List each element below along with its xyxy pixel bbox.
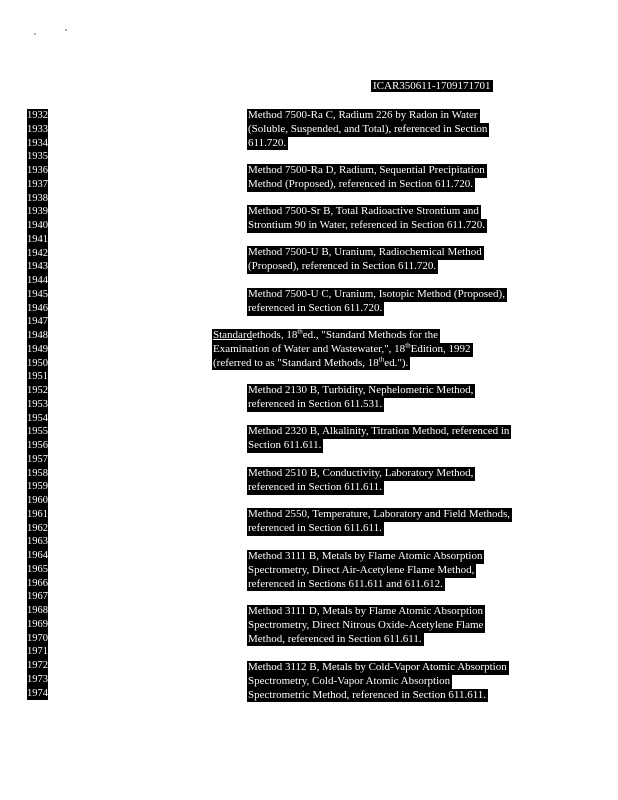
entry-3112-b (247, 661, 509, 702)
entry-7500-ra-d (247, 164, 487, 192)
line-number: 1971 (27, 646, 48, 658)
line-number: 1952 (27, 385, 48, 396)
line-number: 1933 (27, 123, 48, 135)
line-number: 1949 (27, 343, 48, 355)
line-number: 1948 (27, 330, 48, 341)
line-number: 1954 (27, 412, 48, 424)
line-number: 1969 (27, 618, 48, 630)
line-number: 1973 (27, 673, 48, 685)
line-number: 1955 (27, 426, 48, 438)
entry-7500-u-c (247, 288, 507, 316)
entry-line: Method 3112 B, Metals by Cold-Vapor Atomic Absorption (248, 661, 507, 673)
entry-2130-b (247, 384, 475, 412)
entry-line: Method 2550, Temperature, Laboratory and Field Methods, (248, 508, 511, 520)
line-number: 1972 (27, 660, 48, 671)
entry-line: Section 611.611. (248, 438, 322, 451)
line-number: 1953 (27, 398, 48, 410)
entry-7500-ra-c (247, 109, 489, 150)
entry-line: Method 7500-Sr B, Total Radioactive Strontium and (248, 205, 479, 217)
entry-2510-b (247, 467, 475, 495)
entry-line: referenced in Section 611.531. (248, 397, 383, 410)
entry-line: Method 2320 B, Alkalinity, Titration Method, referenced in (248, 425, 510, 437)
entry-line: Method 3111 B, Metals by Flame Atomic Absorption (248, 550, 483, 562)
line-number: 1936 (27, 165, 48, 176)
entry-2550 (247, 508, 512, 536)
line-number: 1934 (27, 137, 48, 149)
scan-speck-1 (34, 33, 36, 35)
line-number: 1960 (27, 495, 48, 506)
line-number: 1932 (27, 110, 48, 121)
entry-line: referenced in Section 611.720. (248, 301, 383, 314)
line-number: 1968 (27, 605, 48, 616)
scan-speck-2 (65, 29, 67, 31)
line-number: 1938 (27, 192, 48, 204)
entry-line: (Proposed), referenced in Section 611.720. (248, 259, 437, 272)
entry-line: referenced in Section 611.611. (248, 521, 382, 534)
entry-standard-methods: Standardethods, 18thed., "Standard Methods for the Examination of Water and Wastewater,", 18thEdition, 1992 (referred to as "Standard Methods, 18thed."). (213, 327, 471, 369)
line-number: 1967 (27, 591, 48, 603)
entry-line: referenced in Sections 611.611 and 611.612. (248, 577, 443, 590)
entry-2320-b (247, 425, 511, 453)
entry-line: (Soluble, Suspended, and Total), referenced in Section (248, 122, 488, 135)
line-number: 1940 (27, 220, 48, 231)
line-number: 1944 (27, 275, 48, 286)
line-number: 1961 (27, 508, 48, 520)
line-number: 1962 (27, 522, 48, 534)
line-number: 1947 (27, 316, 48, 328)
line-number: 1935 (27, 151, 48, 163)
line-number: 1942 (27, 247, 48, 259)
line-number: 1946 (27, 302, 48, 314)
line-number: 1966 (27, 577, 48, 589)
entry-line: Method 7500-Ra C, Radium 226 by Radon in Water (248, 109, 478, 121)
line-number: 1941 (27, 233, 48, 245)
entry-line: Method, referenced in Section 611.611. (248, 632, 422, 645)
entry-line: Method 7500-U B, Uranium, Radiochemical Method (248, 246, 482, 258)
entry-line: Spectrometric Method, referenced in Section 611.611. (248, 688, 487, 701)
entry-line: Spectrometry, Cold-Vapor Atomic Absorption (248, 674, 451, 687)
line-number: 1974 (27, 687, 48, 699)
entry-line: Method 7500-U C, Uranium, Isotopic Method (Proposed), (248, 288, 505, 300)
entry-line: Method (Proposed), referenced in Section 611.720. (248, 177, 474, 190)
entry-7500-sr-b (247, 205, 487, 233)
entry-3111-d (247, 605, 485, 646)
line-number: 1951 (27, 371, 48, 383)
line-number: 1950 (27, 357, 48, 369)
entry-line: Method 7500-Ra D, Radium, Sequential Precipitation (248, 164, 485, 176)
entry-line: Method 2510 B, Conductivity, Laboratory Method, (248, 467, 474, 479)
entry-line: 611.720. (248, 136, 287, 149)
entry-3111-b (247, 550, 484, 591)
entry-line: Spectrometry, Direct Air-Acetylene Flame Method, (248, 563, 475, 576)
line-number: 1965 (27, 563, 48, 575)
line-number: 1957 (27, 453, 48, 465)
line-number: 1939 (27, 206, 48, 218)
line-number-column (27, 109, 51, 700)
entry-line: Method 3111 D, Metals by Flame Atomic Absorption (248, 605, 484, 617)
entry-7500-u-b (247, 246, 484, 274)
document-id: ICAR350611-1709171701 (373, 80, 491, 92)
line-number: 1937 (27, 178, 48, 190)
line-number: 1958 (27, 467, 48, 479)
entry-line: Spectrometry, Direct Nitrous Oxide-Acetylene Flame (248, 618, 484, 631)
line-number: 1943 (27, 261, 48, 273)
entry-line: Method 2130 B, Turbidity, Nephelometric Method, (248, 384, 474, 396)
line-number: 1963 (27, 536, 48, 548)
line-number: 1956 (27, 440, 48, 451)
line-number: 1970 (27, 632, 48, 644)
entry-line: Strontium 90 in Water, referenced in Section 611.720. (248, 218, 485, 231)
line-number: 1964 (27, 550, 48, 561)
line-number: 1959 (27, 481, 48, 493)
entry-line: referenced in Section 611.611. (248, 480, 382, 493)
line-number: 1945 (27, 288, 48, 300)
